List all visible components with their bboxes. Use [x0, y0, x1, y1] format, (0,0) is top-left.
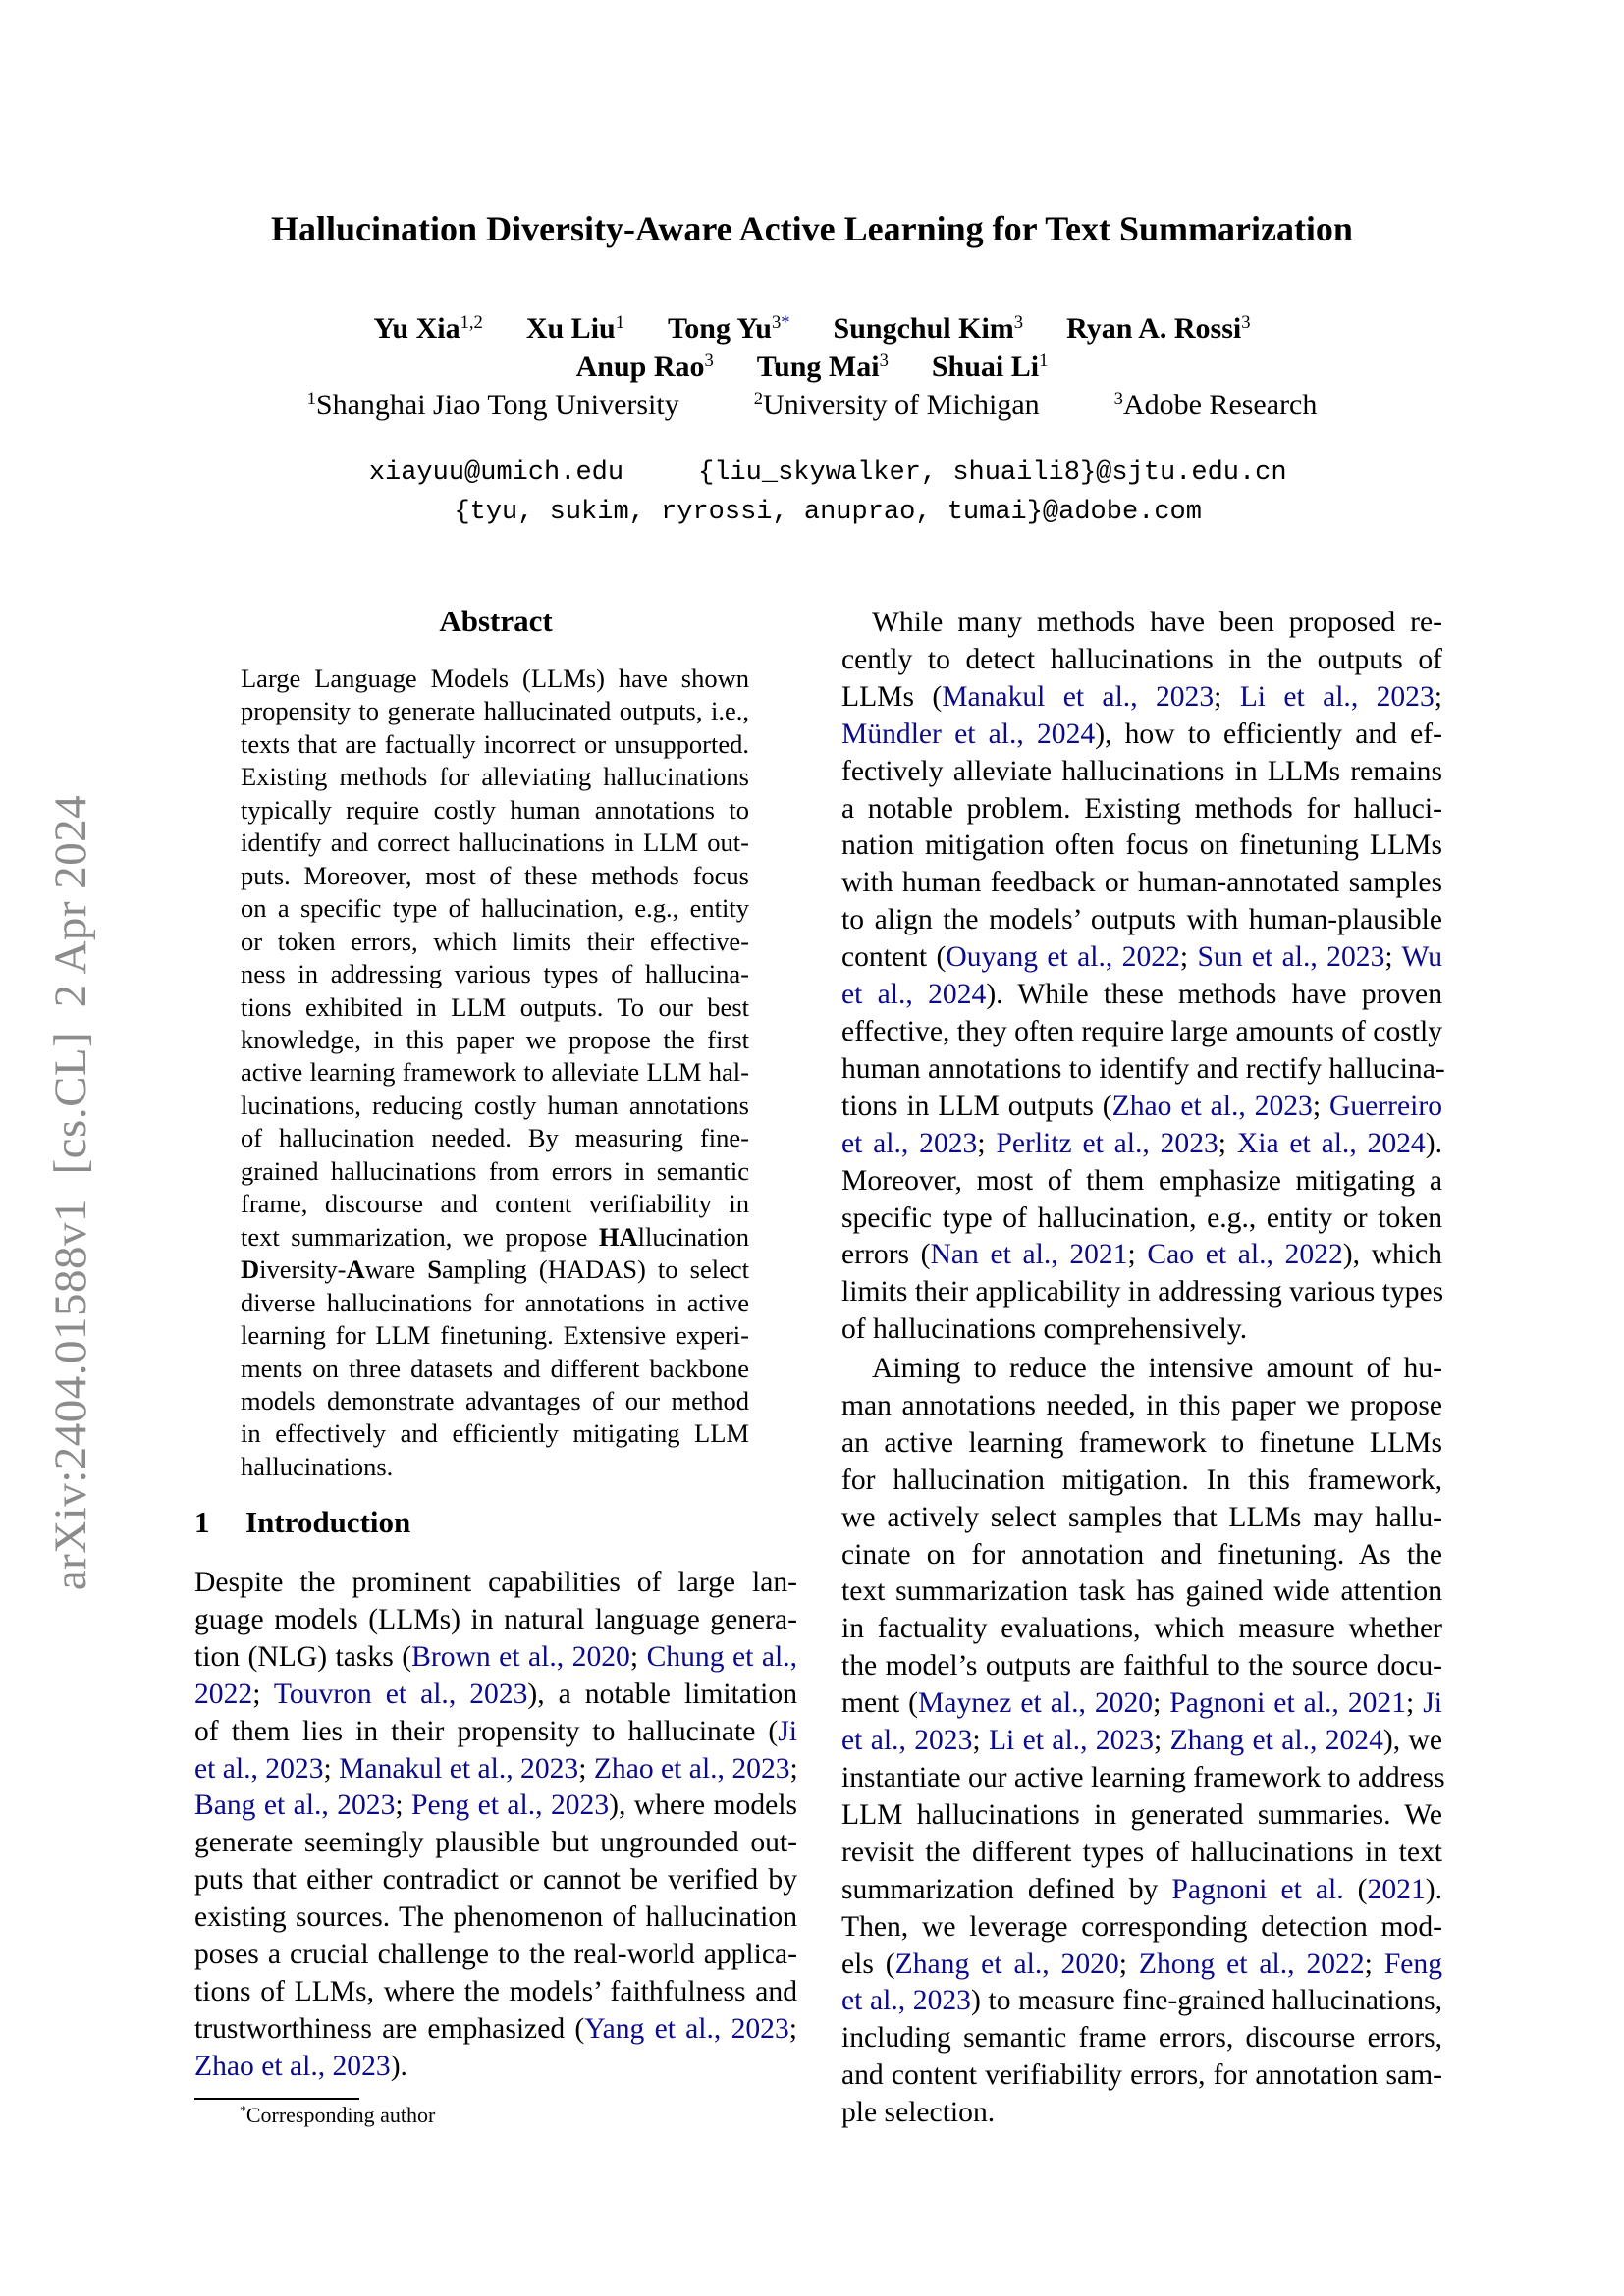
text-segment: text summarization, we propose: [241, 1221, 599, 1252]
author-name: Xu Liu: [525, 312, 616, 345]
text-line: [841, 679, 1442, 717]
affiliation-number: 1,2: [460, 311, 483, 333]
text-segment: puts that either contradict or cannot be verified by: [194, 1864, 797, 1896]
text-line: [841, 1500, 1442, 1537]
affiliation-name: University of Michigan: [763, 389, 1040, 421]
text-segment: ;: [1364, 1948, 1384, 1980]
text-line: [241, 761, 749, 793]
author-name: Anup Rao: [575, 350, 705, 383]
text-segment: to align the models’ outputs with human-plausible: [841, 904, 1442, 936]
author: [668, 312, 790, 345]
text-segment: human annotations to identify and rectify hallucina-: [841, 1052, 1445, 1085]
affiliation: [754, 389, 1040, 421]
text-line: [241, 1385, 749, 1417]
text-line: [841, 1909, 1442, 1947]
text-line: [241, 892, 749, 925]
author-name: Sungchul Kim: [833, 312, 1014, 345]
right-column-paragraph-2: [841, 1351, 1445, 2132]
text-segment: llucination: [637, 1221, 749, 1252]
text-segment: an active learning framework to finetune LLMs: [841, 1426, 1442, 1459]
text-line: [841, 1201, 1442, 1238]
author-name: Tung Mai: [756, 350, 880, 383]
text-segment: of hallucinations comprehensively.: [841, 1313, 1248, 1346]
text-segment: with human feedback or human-annotated samples: [841, 867, 1442, 899]
citation-link[interactable]: Guerreiro: [1328, 1090, 1442, 1122]
text-line: [241, 1188, 749, 1220]
text-segment: for hallucination mitigation. In this framework,: [841, 1464, 1442, 1496]
text-line: [841, 791, 1442, 828]
text-segment: cinate on for annotation and finetuning. As the: [841, 1538, 1442, 1571]
citation-link[interactable]: Yang et al., 2023: [584, 2012, 789, 2045]
text-line: [194, 1751, 797, 1789]
footnote-rule: [194, 2098, 359, 2100]
affiliation-number: 3: [1013, 311, 1024, 333]
footnote: [240, 2103, 435, 2128]
author: [757, 350, 889, 383]
text-line: [841, 1797, 1442, 1835]
text-line: [841, 1237, 1442, 1274]
text-segment: specific type of hallucination, e.g., entity or token: [841, 1201, 1442, 1234]
affiliation-number: 3: [771, 311, 782, 333]
text-line: [241, 695, 749, 727]
text-line: [194, 1788, 797, 1825]
text-segment: ;: [1118, 1948, 1139, 1980]
text-segment: ;: [1154, 1725, 1170, 1757]
text-segment: LLM hallucinations in generated summaries. We: [841, 1798, 1442, 1831]
author: [1066, 312, 1250, 345]
citation-link[interactable]: et al., 2023: [841, 1985, 971, 2017]
citation-link[interactable]: Pagnoni et al.: [1171, 1873, 1344, 1905]
text-segment: ;: [1179, 941, 1198, 974]
citation-link[interactable]: Xia et al., 2024: [1236, 1127, 1426, 1159]
text-line: [194, 2011, 797, 2049]
text-segment: ;: [788, 2012, 797, 2045]
affiliation-name: Shanghai Jiao Tong University: [315, 389, 679, 421]
text-segment: knowledge, in this paper we propose the first: [241, 1024, 749, 1054]
section-number: 1: [194, 1505, 210, 1539]
text-line: [241, 827, 749, 859]
text-line: [241, 1287, 749, 1319]
text-line: [241, 1221, 749, 1254]
bold-acronym-letter: D: [241, 1255, 260, 1285]
text-segment: Then, we leverage corresponding detection mod-: [841, 1910, 1442, 1943]
text-segment: ;: [252, 1678, 274, 1710]
affiliation-number: 1: [306, 388, 316, 409]
affiliation-number: 2: [753, 388, 764, 409]
text-line: [194, 1899, 797, 1937]
text-line: [241, 1024, 749, 1056]
citation-link[interactable]: 2021: [1367, 1873, 1426, 1905]
text-line: [841, 2095, 1442, 2132]
text-segment: guage models (LLMs) in natural language genera-: [194, 1603, 797, 1635]
text-line: [194, 1602, 797, 1639]
footnote-text: Corresponding author: [245, 2103, 436, 2127]
text-line: [841, 1163, 1442, 1201]
text-segment: summarization defined by: [841, 1873, 1172, 1905]
text-line: [841, 828, 1442, 865]
text-segment: hallucinations.: [241, 1451, 394, 1481]
text-line: [841, 1872, 1442, 1909]
affiliation-mark: [880, 350, 889, 371]
citation-link[interactable]: Manakul et al., 2023: [942, 680, 1215, 713]
text-segment: ), a notable limitation: [527, 1678, 797, 1710]
text-line: [841, 1351, 1442, 1388]
text-segment: tions of LLMs, where the models’ faithfulness and: [194, 1975, 797, 2007]
text-line: [194, 1937, 797, 1974]
text-line: [194, 1677, 797, 1714]
text-segment: active learning framework to alleviate LLM hal-: [241, 1057, 749, 1088]
text-segment: errors (: [841, 1239, 931, 1271]
text-line: [241, 728, 749, 761]
text-segment: ).: [1425, 1127, 1442, 1159]
citation-link[interactable]: Bang et al., 2023: [194, 1789, 396, 1822]
text-line: [841, 605, 1442, 642]
citation-link[interactable]: Ji: [778, 1715, 797, 1747]
text-line: [241, 1155, 749, 1188]
text-segment: While many methods have been proposed re-: [872, 607, 1442, 638]
text-segment: (: [1343, 1873, 1368, 1905]
email[interactable]: {liu_skywalker, shuaili8}@sjtu.edu.cn: [698, 458, 1287, 488]
bold-acronym-letter: A: [346, 1255, 365, 1285]
text-segment: Moreover, most of them emphasize mitigating a: [841, 1164, 1442, 1197]
text-line: [841, 1947, 1442, 1984]
text-segment: learning for LLM finetuning. Extensive experi-: [241, 1320, 749, 1351]
abstract-body: [241, 663, 749, 1483]
text-segment: and content verifiability errors, for annotation sam-: [841, 2059, 1442, 2092]
author-name: Shuai Li: [931, 350, 1040, 383]
text-segment: poses a crucial challenge to the real-world applica-: [194, 1939, 797, 1971]
text-line: [841, 754, 1442, 791]
affiliation-mark: [616, 312, 624, 333]
citation-link[interactable]: et al., 2023: [194, 1752, 324, 1785]
text-line: [241, 958, 749, 990]
affiliation-number: 1: [615, 311, 625, 333]
text-line: [841, 717, 1442, 754]
text-segment: ampling (HADAS) to select: [441, 1255, 749, 1285]
text-segment: of hallucination needed. By measuring fine-: [241, 1123, 749, 1153]
text-segment: tions in LLM outputs (: [841, 1090, 1112, 1122]
right-column-paragraph-1: [841, 605, 1445, 1349]
text-segment: ;: [977, 1127, 997, 1159]
affiliation-number: 3: [704, 349, 714, 371]
text-line: [841, 1311, 1442, 1349]
author-name: Yu Xia: [373, 312, 460, 345]
text-line: [841, 1574, 1442, 1611]
author: [834, 312, 1024, 345]
citation-link[interactable]: et al., 2023: [841, 1725, 973, 1757]
text-segment: ;: [578, 1752, 594, 1785]
affiliation: [307, 389, 679, 421]
text-line: [841, 939, 1442, 977]
text-segment: ;: [629, 1640, 647, 1673]
text-segment: LLMs (: [841, 680, 943, 713]
text-segment: ;: [1153, 1687, 1170, 1720]
citation-link[interactable]: Li et al., 2023: [988, 1725, 1154, 1757]
citation-link[interactable]: et al., 2024: [841, 979, 987, 1011]
text-segment: ;: [1218, 1127, 1237, 1159]
text-segment: ;: [972, 1725, 989, 1757]
footnote-mark: *: [240, 2103, 246, 2118]
affiliation-mark: [1014, 312, 1023, 333]
text-line: [194, 1862, 797, 1899]
text-line: [841, 1685, 1442, 1723]
affiliation-number: 3: [1113, 388, 1123, 409]
text-segment: we actively select samples that LLMs may hallu-: [841, 1501, 1442, 1533]
affiliation-mark: [772, 312, 790, 333]
citation-link[interactable]: Zhao et al., 2023: [1111, 1090, 1313, 1122]
citation-link[interactable]: Cao et al., 2022: [1147, 1239, 1343, 1271]
abstract-heading: Abstract: [439, 604, 553, 638]
citation-link[interactable]: Zhao et al., 2023: [194, 2050, 391, 2082]
text-segment: limits their applicability in addressing various types: [841, 1276, 1444, 1308]
author-name: Ryan A. Rossi: [1066, 312, 1242, 345]
text-line: [841, 1463, 1442, 1500]
introduction-paragraph: [194, 1565, 797, 2086]
text-segment: cently to detect hallucinations in the outputs of: [841, 643, 1442, 675]
text-segment: models demonstrate advantages of our method: [241, 1385, 749, 1415]
text-segment: puts. Moreover, most of these methods focus: [241, 860, 749, 890]
text-segment: els (: [841, 1948, 895, 1980]
text-line: [194, 1974, 797, 2011]
text-segment: Despite the prominent capabilities of large lan-: [194, 1567, 797, 1598]
text-segment: effective, they often require large amounts of costly: [841, 1015, 1442, 1047]
text-segment: ;: [1434, 680, 1442, 713]
citation-link[interactable]: Feng: [1383, 1948, 1442, 1980]
paper-title: Hallucination Diversity-Aware Active Learning for Text Summarization: [271, 209, 1353, 248]
text-line: [841, 2020, 1442, 2057]
affiliation-mark: [1039, 350, 1048, 371]
text-line: [241, 1451, 749, 1483]
text-line: [841, 1983, 1442, 2020]
author: [932, 350, 1049, 383]
citation-link[interactable]: Manakul et al., 2023: [339, 1752, 579, 1785]
citation-link[interactable]: Li et al., 2023: [1239, 680, 1435, 713]
text-segment: content (: [841, 941, 947, 974]
author-name: Tong Yu: [668, 312, 772, 345]
text-line: [241, 1417, 749, 1450]
citation-link[interactable]: Zhang et al., 2024: [1169, 1725, 1383, 1757]
text-line: [241, 1319, 749, 1352]
text-segment: ), which: [1342, 1239, 1442, 1271]
text-segment: iversity-: [259, 1255, 347, 1285]
text-segment: typically require costly human annotations to: [241, 794, 749, 825]
email[interactable]: xiayuu@umich.edu: [368, 458, 624, 488]
text-segment: grained hallucinations from errors in semantic: [241, 1155, 749, 1186]
text-line: [841, 1425, 1442, 1463]
bold-acronym-letter: S: [427, 1255, 442, 1285]
text-segment: Large Language Models (LLMs) have shown: [241, 664, 749, 693]
text-segment: tions exhibited in LLM outputs. To our best: [241, 991, 749, 1022]
text-segment: ).: [390, 2050, 407, 2082]
affiliations: [0, 389, 1624, 422]
affiliation-name: Adobe Research: [1122, 389, 1318, 421]
citation-link[interactable]: Perlitz et al., 2023: [996, 1127, 1218, 1159]
citation-link[interactable]: 2022: [194, 1678, 253, 1710]
text-segment: ). While these methods have proven: [986, 979, 1442, 1011]
text-segment: revisit the different types of hallucinations in text: [841, 1836, 1442, 1868]
text-segment: ;: [395, 1789, 412, 1822]
text-segment: including semantic frame errors, discourse errors,: [841, 2022, 1442, 2055]
text-segment: in effectively and efficiently mitigating LLM: [241, 1418, 749, 1449]
corresponding-author-mark[interactable]: *: [781, 311, 790, 333]
text-line: [194, 2049, 797, 2086]
citation-link[interactable]: Touvron et al., 2023: [273, 1678, 528, 1710]
text-segment: ;: [789, 1752, 798, 1785]
text-line: [841, 1611, 1442, 1648]
text-line: [241, 663, 749, 695]
text-segment: ;: [1384, 941, 1402, 974]
text-segment: ;: [1312, 1090, 1329, 1122]
affiliation-mark: [704, 350, 713, 371]
bold-acronym-letter: HA: [598, 1221, 638, 1252]
text-line: [841, 642, 1442, 679]
text-line: [841, 1051, 1445, 1089]
text-segment: ments on three datasets and different backbone: [241, 1353, 749, 1383]
text-segment: instantiate our active learning framework to address: [841, 1761, 1445, 1793]
affiliation: [1114, 389, 1318, 421]
affiliation-mark: [460, 312, 483, 333]
citation-link[interactable]: Zhao et al., 2023: [593, 1752, 790, 1785]
text-line: [841, 1537, 1442, 1575]
text-line: [241, 1090, 749, 1122]
text-segment: Aiming to reduce the intensive amount of hu-: [872, 1353, 1442, 1384]
text-line: [241, 1122, 749, 1154]
text-segment: ;: [323, 1752, 340, 1785]
citation-link[interactable]: et al., 2023: [841, 1127, 978, 1159]
affiliation-number: 1: [1039, 349, 1049, 371]
text-segment: ).: [1425, 1873, 1442, 1905]
text-line: [841, 1126, 1442, 1163]
text-segment: ment (: [841, 1687, 919, 1720]
text-segment: man annotations needed, in this paper we propose: [841, 1389, 1442, 1421]
text-line: [241, 1353, 749, 1385]
text-segment: existing sources. The phenomenon of hallucination: [194, 1901, 797, 1934]
text-line: [241, 991, 749, 1024]
text-segment: ;: [1406, 1687, 1424, 1720]
section-title: Introduction: [245, 1505, 411, 1539]
text-segment: ;: [1127, 1239, 1148, 1271]
text-line: [841, 1723, 1442, 1760]
citation-link[interactable]: Zhang et al., 2020: [894, 1948, 1119, 1980]
text-segment: in factuality evaluations, which measure whether: [841, 1613, 1442, 1645]
text-line: [841, 1388, 1442, 1425]
text-line: [841, 977, 1442, 1014]
text-segment: ness in addressing various types of hallucina-: [241, 959, 749, 989]
text-line: [241, 860, 749, 892]
text-segment: frame, discourse and content verifiability in: [241, 1189, 749, 1219]
text-line: [841, 1835, 1442, 1872]
text-segment: the model’s outputs are faithful to the source docu-: [841, 1650, 1442, 1682]
affiliation-number: 3: [879, 349, 889, 371]
author: [526, 312, 624, 345]
text-line: [241, 926, 749, 958]
text-line: [841, 1274, 1442, 1311]
text-line: [241, 1254, 749, 1286]
text-segment: identify and correct hallucinations in LLM out-: [241, 828, 749, 858]
text-segment: or token errors, which limits their effective-: [241, 926, 749, 956]
text-segment: ;: [1214, 680, 1240, 713]
text-segment: ware: [364, 1255, 428, 1285]
text-segment: ), how to efficiently and ef-: [1095, 718, 1442, 750]
author: [373, 312, 482, 345]
text-line: [194, 1714, 797, 1751]
section-heading-introduction: [194, 1505, 410, 1540]
citation-link[interactable]: Maynez et al., 2020: [918, 1687, 1154, 1720]
text-segment: fectively alleviate hallucinations in LLMs remains: [841, 755, 1442, 787]
text-segment: nation mitigation often focus on finetuning LLMs: [841, 829, 1442, 862]
affiliation-number: 3: [1241, 311, 1251, 333]
text-segment: tion (NLG) tasks (: [194, 1640, 412, 1673]
text-line: [841, 1648, 1442, 1685]
text-segment: a notable problem. Existing methods for halluci-: [841, 792, 1442, 825]
citation-link[interactable]: Peng et al., 2023: [411, 1789, 610, 1822]
text-segment: ), we: [1382, 1725, 1443, 1757]
citation-link[interactable]: Chung et al.,: [646, 1640, 797, 1673]
text-segment: diverse hallucinations for annotations in active: [241, 1287, 749, 1317]
citation-link[interactable]: Zhong et al., 2022: [1138, 1948, 1365, 1980]
text-segment: generate seemingly plausible but ungrounded out-: [194, 1827, 797, 1859]
citation-link[interactable]: Sun et al., 2023: [1197, 941, 1385, 974]
citation-link[interactable]: Nan et al., 2021: [930, 1239, 1128, 1271]
text-segment: ), where models: [609, 1789, 797, 1822]
author: [576, 350, 714, 383]
text-segment: on a specific type of hallucination, e.g., entity: [241, 893, 749, 924]
text-line: [841, 902, 1442, 939]
arxiv-stamp: arXiv:2404.01588v1 [cs.CL] 2 Apr 2024: [45, 794, 96, 1591]
citation-link[interactable]: Pagnoni et al., 2021: [1169, 1687, 1407, 1720]
text-line: [241, 794, 749, 827]
citation-link[interactable]: Ji: [1423, 1687, 1442, 1720]
text-line: [194, 1639, 797, 1677]
authors-row-2: [0, 350, 1624, 384]
text-segment: ple selection.: [841, 2097, 996, 2129]
text-line: [194, 1565, 797, 1602]
citation-link[interactable]: Mündler et al., 2024: [841, 718, 1096, 750]
text-line: [841, 1760, 1445, 1797]
text-segment: ) to measure fine-grained hallucinations,: [970, 1985, 1443, 2017]
text-line: [841, 2057, 1442, 2095]
text-segment: propensity to generate hallucinated outputs, i.e.,: [241, 696, 749, 726]
text-line: [194, 1825, 797, 1862]
citation-link[interactable]: Brown et al., 2020: [411, 1640, 630, 1673]
text-line: [241, 1056, 749, 1089]
citation-link[interactable]: Ouyang et al., 2022: [946, 941, 1180, 974]
text-segment: texts that are factually incorrect or unsupported.: [241, 728, 749, 759]
authors-row-1: [0, 312, 1624, 346]
text-segment: Existing methods for alleviating hallucinations: [241, 762, 749, 792]
text-segment: text summarization task has gained wide attention: [841, 1575, 1442, 1608]
text-segment: lucinations, reducing costly human annotations: [241, 1090, 749, 1120]
text-line: [841, 1014, 1442, 1051]
text-segment: trustworthiness are emphasized (: [194, 2012, 585, 2045]
email[interactable]: {tyu, sukim, ryrossi, anuprao, tumai}@adobe.com: [454, 498, 1202, 527]
affiliation-mark: [1241, 312, 1250, 333]
text-segment: of them lies in their propensity to hallucinate (: [194, 1715, 779, 1747]
text-line: [841, 865, 1442, 902]
citation-link[interactable]: Wu: [1401, 941, 1442, 974]
emails-row-2: [0, 468, 1624, 527]
text-line: [841, 1089, 1442, 1126]
